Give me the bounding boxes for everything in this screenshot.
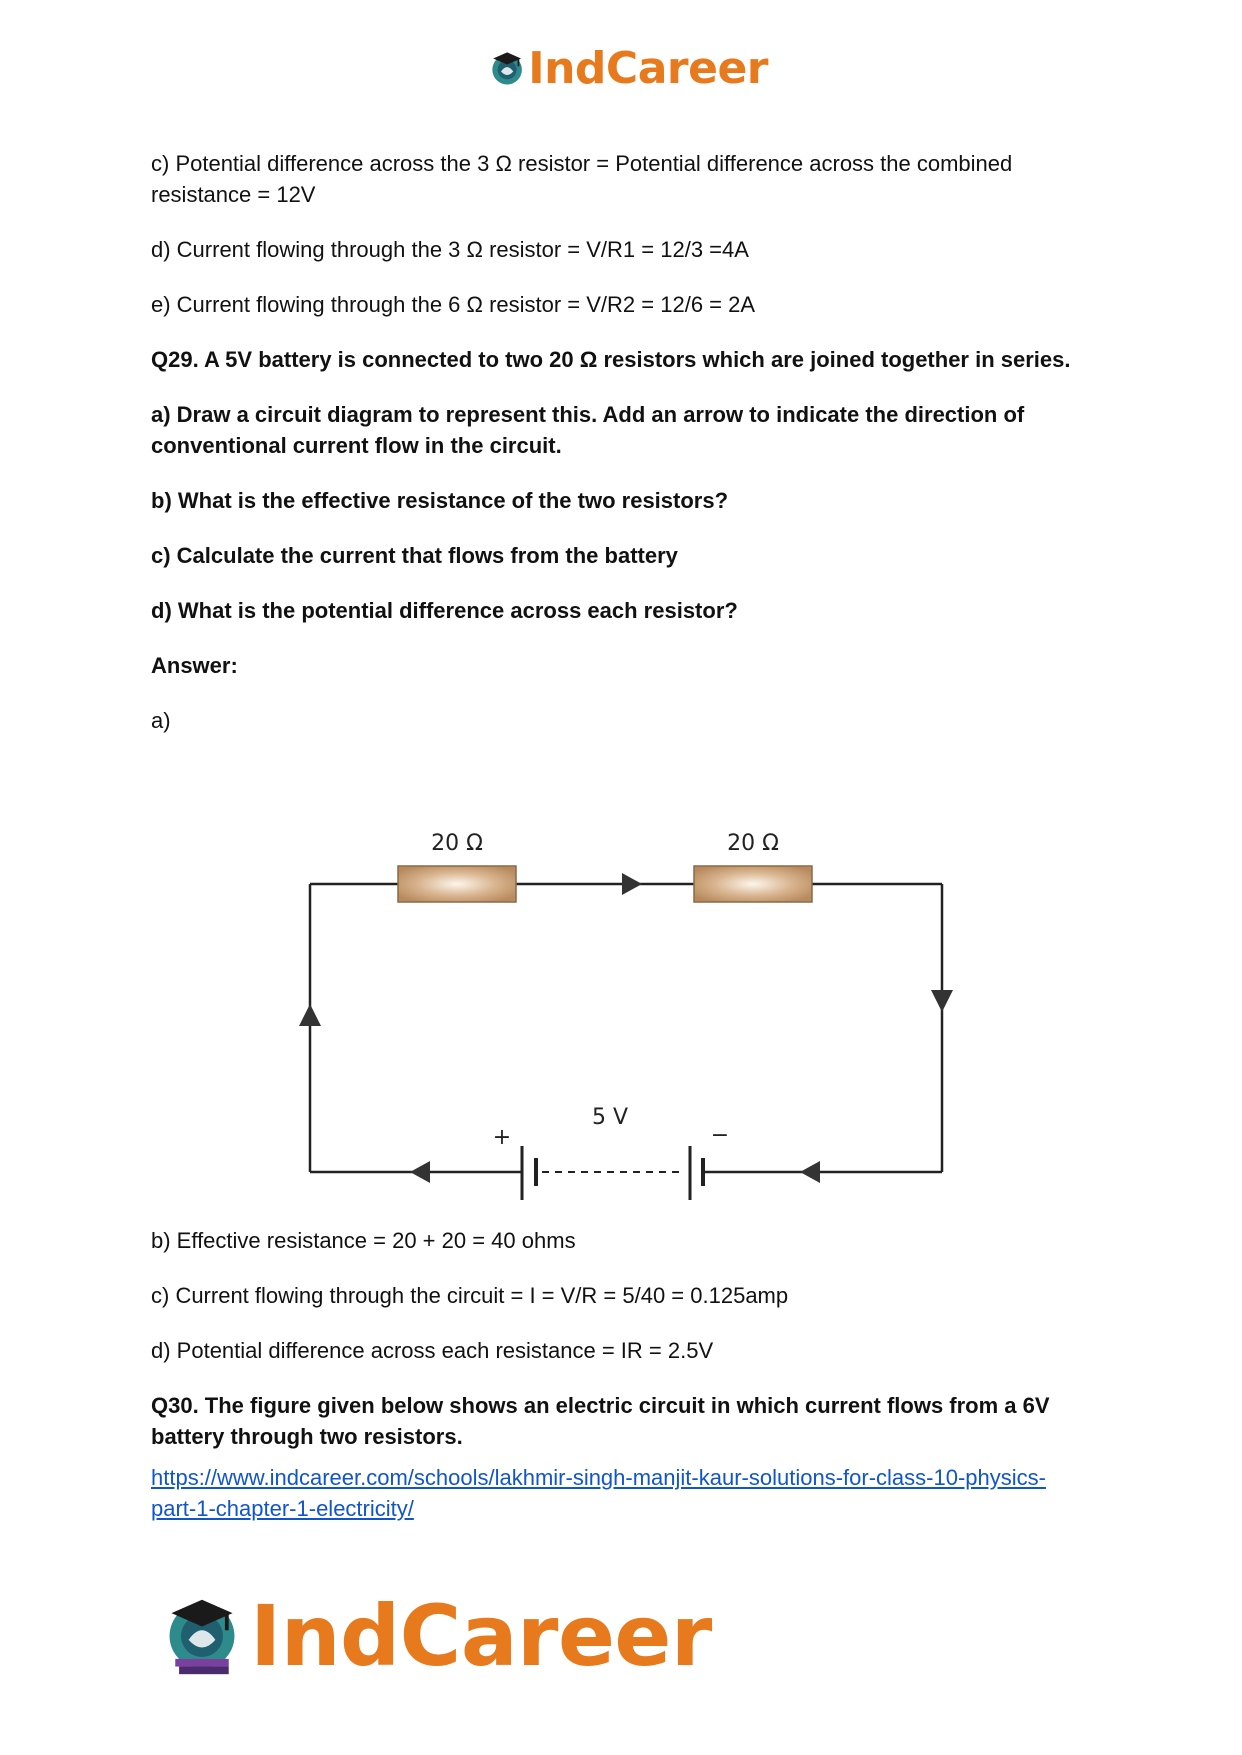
answer-d-previous: d) Current flowing through the 3 Ω resistor = V/R1 = 12/3 =4A: [151, 237, 749, 262]
resistor-1: [398, 866, 516, 902]
current-arrow-top: [622, 873, 642, 895]
current-arrow-left: [299, 1004, 321, 1026]
graduation-globe-icon: [488, 46, 526, 90]
answer-label: Answer:: [151, 653, 238, 678]
answer-e-previous: e) Current flowing through the 6 Ω resistor = V/R2 = 12/6 = 2A: [151, 292, 756, 317]
q29-part-c: c) Calculate the current that flows from the battery: [151, 543, 678, 568]
current-arrow-right: [931, 990, 953, 1012]
answer-c-previous: c) Potential difference across the 3 Ω resistor = Potential difference across the combined resistance = 12V: [151, 151, 1013, 207]
battery-label: 5 V: [591, 1105, 629, 1130]
q29-question: Q29. A 5V battery is connected to two 20 Ω resistors which are joined together in series.: [151, 347, 1071, 372]
answer-c: c) Current flowing through the circuit = I = V/R = 5/40 = 0.125amp: [151, 1283, 789, 1308]
footer-logo: [160, 1588, 720, 1684]
q29-part-b: b) What is the effective resistance of the two resistors?: [151, 488, 729, 513]
answer-a-label: a): [151, 708, 171, 733]
battery-plus-sign: +: [492, 1125, 512, 1150]
answer-b: b) Effective resistance = 20 + 20 = 40 ohms: [151, 1228, 576, 1253]
current-arrow-bottom-left: [410, 1161, 430, 1183]
source-link[interactable]: https://www.indcareer.com/schools/lakhmir-singh-manjit-kaur-solutions-for-class-10-physics-part-1-chapter-1-electricity/: [151, 1465, 1046, 1521]
header-logo-text: IndCareer: [528, 42, 768, 94]
battery-minus-sign: −: [710, 1123, 730, 1148]
resistor-2: [694, 866, 812, 902]
header-logo: [488, 40, 768, 96]
battery-symbol: [522, 1146, 703, 1200]
q29-part-d: d) What is the potential difference across each resistor?: [151, 598, 738, 623]
graduation-globe-books-icon: [160, 1594, 244, 1678]
series-circuit-diagram: [280, 820, 960, 1220]
answer-d: d) Potential difference across each resistance = IR = 2.5V: [151, 1338, 714, 1363]
current-arrow-bottom-right: [800, 1161, 820, 1183]
footer-logo-text: IndCareer: [250, 1587, 712, 1685]
resistor-1-label: 20 Ω: [431, 831, 483, 856]
q29-part-a: a) Draw a circuit diagram to represent this. Add an arrow to indicate the direction of conventional current flow in the circuit.: [151, 402, 1025, 458]
q30-question: Q30. The figure given below shows an electric circuit in which current flows from a 6V battery through two resistors.: [151, 1393, 1050, 1449]
resistor-2-label: 20 Ω: [727, 831, 779, 856]
